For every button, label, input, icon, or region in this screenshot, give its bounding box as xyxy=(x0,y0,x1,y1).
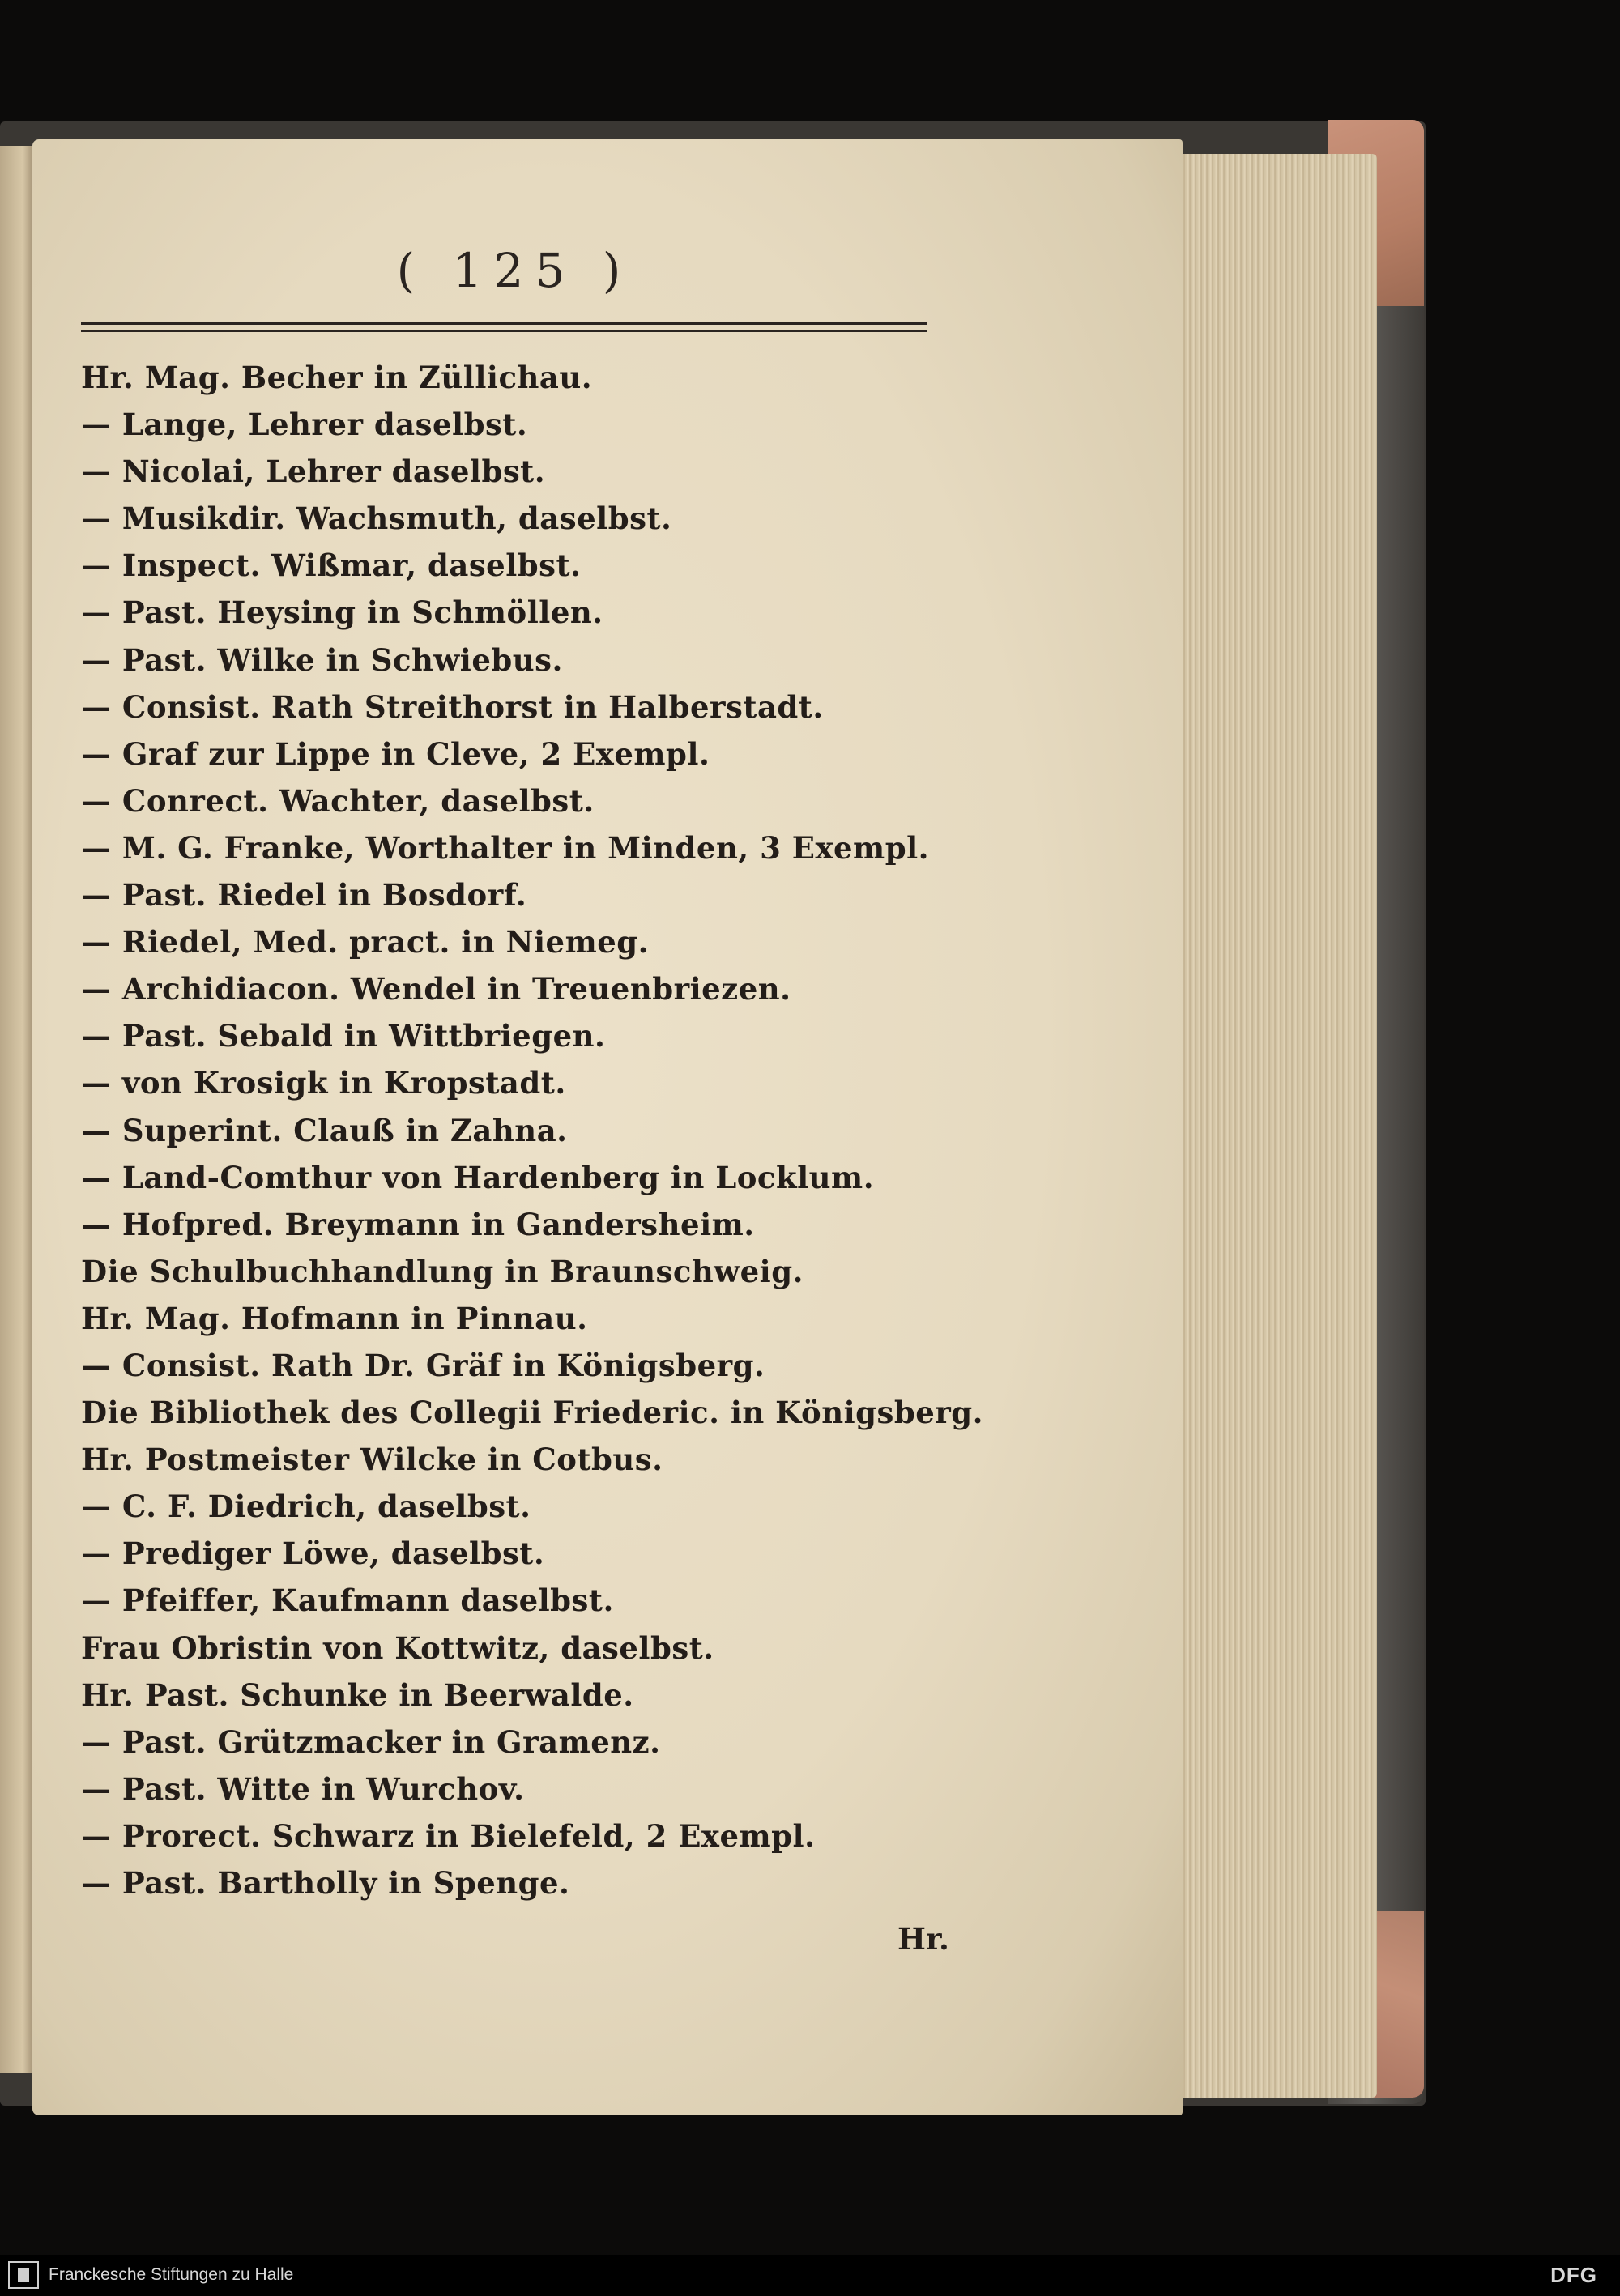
list-item: — Past. Sebald in Wittbriegen. xyxy=(81,1018,606,1054)
list-item: Hr. Postmeister Wilcke in Cotbus. xyxy=(81,1442,663,1478)
list-item: Die Schulbuchhandlung in Braunschweig. xyxy=(81,1253,804,1289)
list-item: — Past. Riedel in Bosdorf. xyxy=(81,877,527,914)
list-item: — Lange, Lehrer daselbst. xyxy=(81,407,528,443)
francke-foundation-logo-icon xyxy=(8,2261,39,2289)
header-rule xyxy=(81,322,927,332)
list-item: — Past. Wilke in Schwiebus. xyxy=(81,641,563,678)
list-item: — Archidiacon. Wendel in Treuenbriezen. xyxy=(81,971,791,1007)
list-item: — Superint. Clauß in Zahna. xyxy=(81,1112,568,1148)
list-item: — Prorect. Schwarz in Bielefeld, 2 Exempl. xyxy=(81,1817,816,1854)
catchword: Hr. xyxy=(897,1921,949,1957)
list-item: — Past. Bartholly in Spenge. xyxy=(81,1865,570,1901)
list-item: — von Krosigk in Kropstadt. xyxy=(81,1065,566,1101)
viewer-footer-bar xyxy=(0,2255,1620,2296)
page-block-edges xyxy=(1174,154,1377,2098)
list-item: — Nicolai, Lehrer daselbst. xyxy=(81,454,546,490)
list-item: — Consist. Rath Dr. Gräf in Königsberg. xyxy=(81,1347,765,1383)
list-item: — Pfeiffer, Kaufmann daselbst. xyxy=(81,1582,614,1619)
list-item: — Consist. Rath Streithorst in Halberstadt. xyxy=(81,688,824,725)
list-item: Hr. Past. Schunke in Beerwalde. xyxy=(81,1676,634,1713)
list-item: Die Bibliothek des Collegii Friederic. in Königsberg. xyxy=(81,1395,984,1431)
list-item: — Conrect. Wachter, daselbst. xyxy=(81,782,595,819)
list-item: — Graf zur Lippe in Cleve, 2 Exempl. xyxy=(81,735,710,772)
previous-page-edge xyxy=(0,146,32,2073)
list-item: Frau Obristin von Kottwitz, daselbst. xyxy=(81,1629,714,1666)
list-item: — Land-Comthur von Hardenberg in Locklum. xyxy=(81,1159,875,1195)
list-item: Hr. Mag. Hofmann in Pinnau. xyxy=(81,1300,588,1336)
list-item: — Prediger Löwe, daselbst. xyxy=(81,1536,545,1572)
list-item: — Past. Witte in Wurchov. xyxy=(81,1770,525,1807)
dfg-logo: DFG xyxy=(1550,2263,1597,2287)
page-number: ( 125 ) xyxy=(396,243,633,298)
list-item: — Past. Grützmacker in Gramenz. xyxy=(81,1723,661,1760)
list-item: — Past. Heysing in Schmöllen. xyxy=(81,594,603,631)
list-item: — M. G. Franke, Worthalter in Minden, 3 Exempl. xyxy=(81,829,930,866)
list-item: — Musikdir. Wachsmuth, daselbst. xyxy=(81,501,672,537)
subscriber-list xyxy=(81,354,1134,1906)
list-item: — Riedel, Med. pract. in Niemeg. xyxy=(81,924,650,961)
list-item: — Hofpred. Breymann in Gandersheim. xyxy=(81,1206,755,1242)
list-item: — Inspect. Wißmar, daselbst. xyxy=(81,547,582,584)
list-item: Hr. Mag. Becher in Züllichau. xyxy=(81,360,593,395)
footer-institution: Franckesche Stiftungen zu Halle xyxy=(49,2265,294,2284)
list-item: — C. F. Diedrich, daselbst. xyxy=(81,1489,531,1525)
